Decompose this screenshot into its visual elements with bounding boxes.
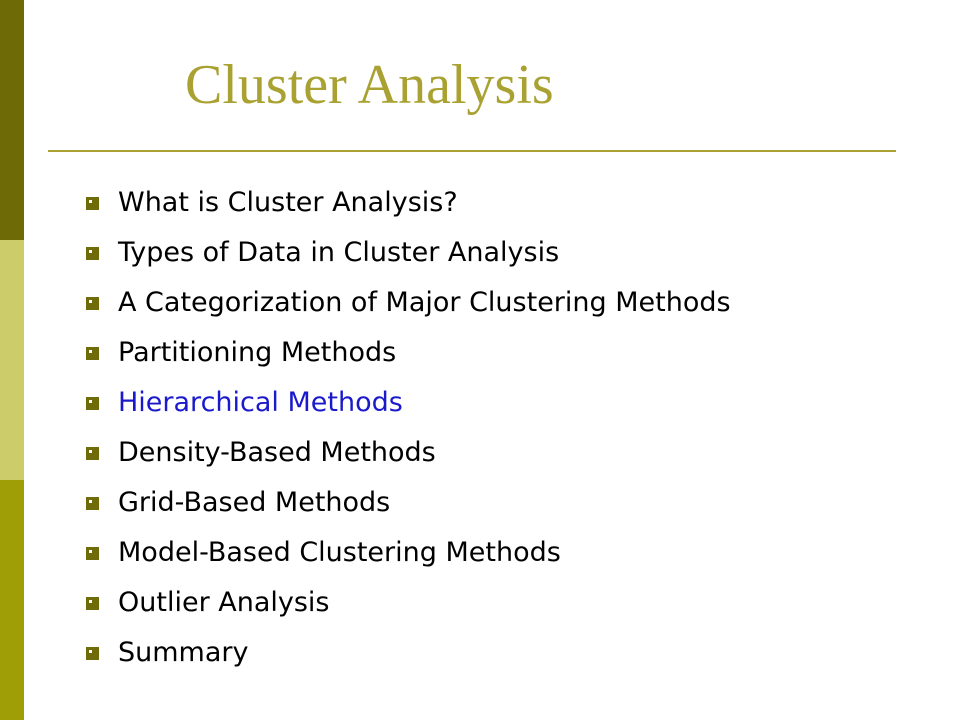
list-item-label: Summary xyxy=(118,637,249,668)
list-item xyxy=(86,578,731,628)
list-item-label: Model-Based Clustering Methods xyxy=(118,537,561,568)
list-item xyxy=(86,228,731,278)
square-bullet-icon xyxy=(86,347,99,360)
bullet-list xyxy=(86,178,731,678)
list-item xyxy=(86,628,731,678)
list-item xyxy=(86,328,731,378)
square-bullet-icon xyxy=(86,597,99,610)
list-item xyxy=(86,278,731,328)
square-bullet-icon xyxy=(86,297,99,310)
title-divider xyxy=(48,150,896,152)
list-item xyxy=(86,478,731,528)
square-bullet-icon xyxy=(86,197,99,210)
list-item xyxy=(86,428,731,478)
list-item-label: What is Cluster Analysis? xyxy=(118,187,458,218)
list-item-label: Partitioning Methods xyxy=(118,337,397,368)
list-item-label[interactable]: Hierarchical Methods xyxy=(118,387,403,418)
list-item-label: Outlier Analysis xyxy=(118,587,330,618)
list-item-label: Types of Data in Cluster Analysis xyxy=(118,237,560,268)
square-bullet-icon xyxy=(86,397,99,410)
square-bullet-icon xyxy=(86,247,99,260)
list-item xyxy=(86,528,731,578)
list-item-label: Grid-Based Methods xyxy=(118,487,391,518)
slide-title: Cluster Analysis xyxy=(185,54,554,116)
list-item xyxy=(86,178,731,228)
list-item-label: Density-Based Methods xyxy=(118,437,436,468)
square-bullet-icon xyxy=(86,447,99,460)
list-item-label: A Categorization of Major Clustering Methods xyxy=(118,287,731,318)
left-accent-bar-middle xyxy=(0,240,24,480)
left-accent-bar-top xyxy=(0,0,24,240)
left-accent-bar-bottom xyxy=(0,480,24,720)
square-bullet-icon xyxy=(86,547,99,560)
square-bullet-icon xyxy=(86,497,99,510)
list-item[interactable] xyxy=(86,378,731,428)
square-bullet-icon xyxy=(86,647,99,660)
